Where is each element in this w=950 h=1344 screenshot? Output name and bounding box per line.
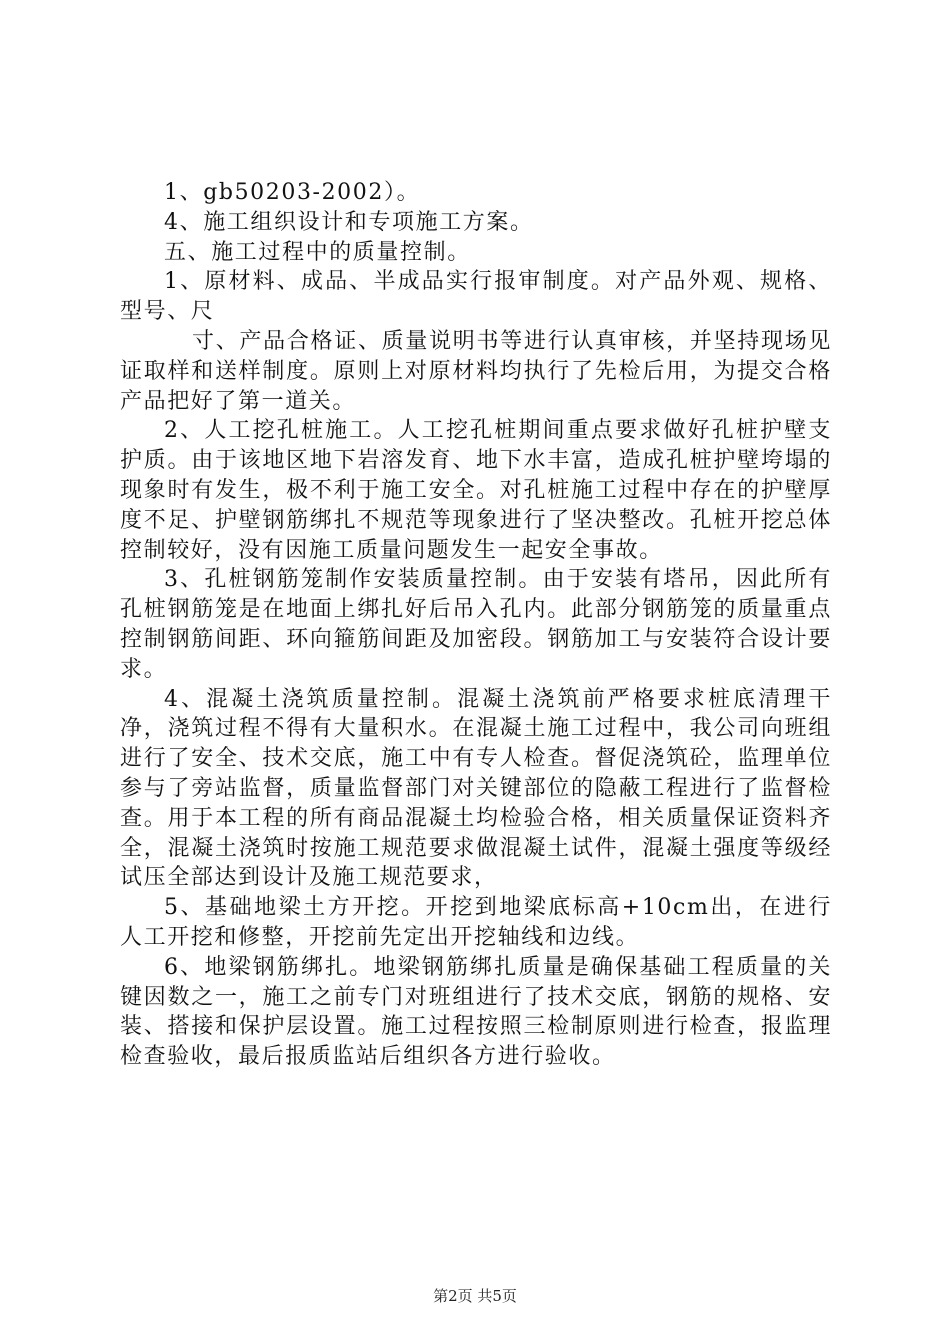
paragraph: 4、混凝土浇筑质量控制。混凝土浇筑前严格要求桩底清理干净，浇筑过程不得有大量积水。在混凝土施工过程中，我公司向班组进行了安全、技术交底，施工中有专人检查。督促浇筑砼，监理单位参与了旁站监督，质量监督部门对关键部位的隐蔽工程进行了监督检查。用于本工程的所有商品混凝土均检验合格，相关质量保证资料齐全，混凝土浇筑时按施工规范要求做混凝土试件，混凝土强度等级经试压全部达到设计及施工规范要求， bbox=[120, 686, 832, 891]
page-number-footer: 第2页 共5页 bbox=[433, 1287, 517, 1305]
paragraph: 4、施工组织设计和专项施工方案。 bbox=[164, 209, 534, 235]
paragraph: 1、原材料、成品、半成品实行报审制度。对产品外观、规格、型号、尺 bbox=[120, 269, 832, 325]
paragraph: 1、gb50203-2002）。 bbox=[164, 180, 421, 205]
paragraph: 5、基础地梁土方开挖。开挖到地梁底标高+10cm出，在进行人工开挖和修整，开挖前先定出开挖轴线和边线。 bbox=[120, 895, 832, 950]
paragraph: 6、地梁钢筋绑扎。地梁钢筋绑扎质量是确保基础工程质量的关键因数之一，施工之前专门对班组进行了技术交底，钢筋的规格、安装、搭接和保护层设置。施工过程按照三检制原则进行检查，报监理检查验收，最后报质监站后组织各方进行验收。 bbox=[120, 954, 832, 1070]
paragraph: 五、施工过程中的质量控制。 bbox=[164, 239, 471, 265]
paragraph: 寸、产品合格证、质量说明书等进行认真审核，并坚持现场见证取样和送样制度。原则上对原材料均执行了先检后用，为提交合格产品把好了第一道关。 bbox=[120, 328, 832, 414]
paragraph: 3、孔桩钢筋笼制作安装质量控制。由于安装有塔吊，因此所有孔桩钢筋笼是在地面上绑扎好后吊入孔内。此部分钢筋笼的质量重点控制钢筋间距、环向箍筋间距及加密段。钢筋加工与安装符合设计要求。 bbox=[120, 567, 832, 682]
body-text bbox=[120, 178, 832, 1072]
paragraph: 2、人工挖孔桩施工。人工挖孔桩期间重点要求做好孔桩护壁支护质。由于该地区地下岩溶发育、地下水丰富，造成孔桩护壁垮塌的现象时有发生，极不利于施工安全。对孔桩施工过程中存在的护壁厚度不足、护壁钢筋绑扎不规范等现象进行了坚决整改。孔桩开挖总体控制较好，没有因施工质量问题发生一起安全事故。 bbox=[120, 418, 832, 563]
